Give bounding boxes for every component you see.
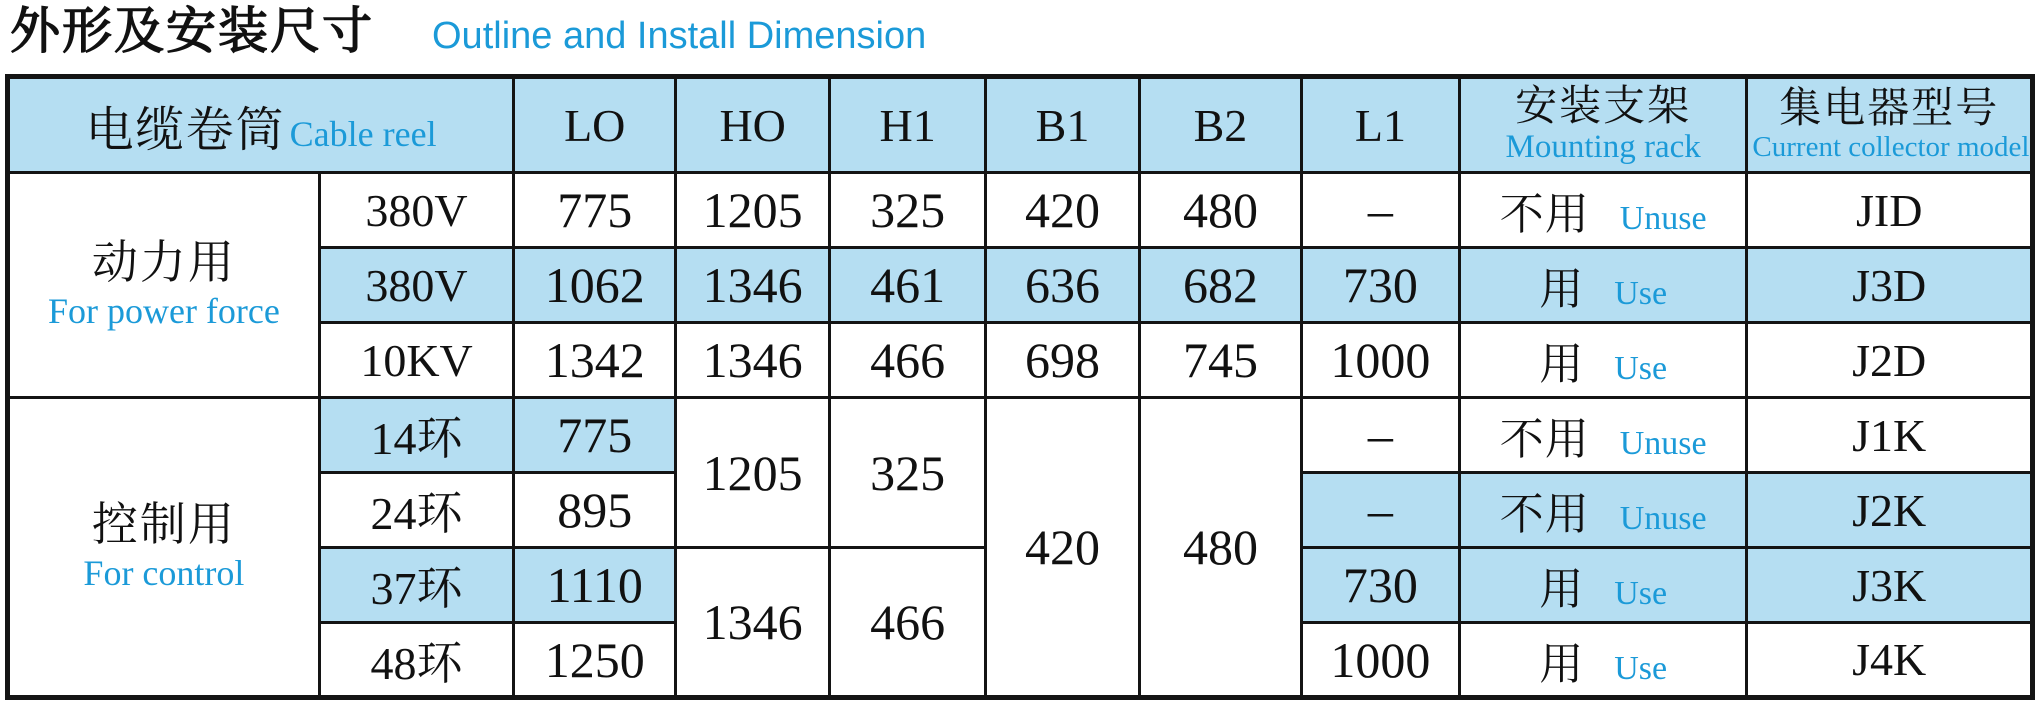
header-collector-model [1747, 77, 2033, 173]
cell-b2: 745 [1139, 323, 1301, 398]
cell-lo: 1250 [514, 623, 676, 698]
cell-h1: 461 [830, 248, 986, 323]
cell-rack-en: Unuse [1619, 200, 1707, 237]
cell-rack [1459, 548, 1747, 623]
cell-rack [1459, 473, 1747, 548]
section-label-power [8, 173, 320, 398]
header-cable-reel-en: Cable reel [289, 113, 437, 154]
cell-model: JID [1747, 173, 2033, 248]
table-row-power-1 [8, 173, 2033, 248]
cell-spec: 48环 [319, 623, 513, 698]
header-mounting-rack-zh: 安装支架 [1515, 83, 1692, 130]
page-title [10, 0, 926, 66]
header-cable-reel [8, 77, 514, 173]
header-dim-b1: B1 [986, 77, 1140, 173]
cell-rack-zh: 不用 [1499, 490, 1590, 539]
cell-rack-en: Unuse [1619, 425, 1707, 462]
cell-rack-en: Use [1614, 649, 1668, 687]
cell-model: J2D [1747, 323, 2033, 398]
cell-model: J3D [1747, 248, 2033, 323]
table-body [8, 173, 2033, 698]
cell-lo: 775 [514, 398, 676, 473]
cell-model: J2K [1747, 473, 2033, 548]
cell-h1-merged-bottom: 466 [830, 548, 986, 698]
cell-ho: 1346 [676, 248, 830, 323]
cell-spec: 14环 [319, 398, 513, 473]
cell-rack-en: Use [1614, 275, 1668, 312]
cell-spec: 10KV [319, 323, 513, 398]
cell-b1: 698 [986, 323, 1140, 398]
table-header [8, 77, 2033, 173]
cell-rack-zh: 用 [1539, 639, 1585, 689]
cell-b1: 636 [986, 248, 1140, 323]
cell-rack-en: Unuse [1619, 500, 1707, 537]
header-collector-model-zh: 集电器型号 [1779, 85, 2000, 132]
cell-rack-zh: 不用 [1499, 190, 1590, 239]
cell-rack [1459, 248, 1747, 323]
cell-rack-en: Use [1614, 575, 1668, 612]
header-dim-h1: H1 [830, 77, 986, 173]
section-label-power-zh: 动力用 [91, 237, 236, 289]
cell-rack-zh: 用 [1539, 340, 1585, 389]
cell-lo: 1342 [514, 323, 676, 398]
cell-b1-merged: 420 [986, 398, 1140, 698]
header-mounting-rack [1459, 77, 1747, 173]
cell-b2-merged: 480 [1139, 398, 1301, 698]
section-label-control-zh: 控制用 [91, 499, 236, 551]
cell-l1: 730 [1301, 548, 1459, 623]
header-dim-l1: L1 [1301, 77, 1459, 173]
section-label-control [8, 398, 320, 698]
table-row-control-1 [8, 398, 2033, 473]
page-title-en: Outline and Install Dimension [432, 15, 927, 57]
header-dim-b2: B2 [1139, 77, 1301, 173]
header-dim-ho: HO [676, 77, 830, 173]
cell-spec: 380V [319, 248, 513, 323]
cell-h1: 466 [830, 323, 986, 398]
section-label-power-en: For power force [47, 290, 280, 331]
header-mounting-rack-en: Mounting rack [1505, 128, 1701, 165]
cell-lo: 895 [514, 473, 676, 548]
cell-spec: 37环 [319, 548, 513, 623]
header-row [8, 77, 2033, 173]
cell-spec: 380V [319, 173, 513, 248]
cell-l1: 1000 [1301, 623, 1459, 698]
cell-rack-zh: 用 [1539, 565, 1585, 614]
cell-ho-merged-bottom: 1346 [676, 548, 830, 698]
cell-b2: 480 [1139, 173, 1301, 248]
cell-rack [1459, 323, 1747, 398]
cell-rack-zh: 用 [1539, 265, 1585, 314]
page-title-zh: 外形及安装尺寸 [10, 3, 374, 59]
cell-ho: 1205 [676, 173, 830, 248]
cell-model: J1K [1747, 398, 2033, 473]
cell-h1: 325 [830, 173, 986, 248]
section-label-control-en: For control [83, 552, 245, 593]
cell-l1: – [1301, 398, 1459, 473]
cell-rack-zh: 不用 [1499, 415, 1590, 464]
cell-b2: 682 [1139, 248, 1301, 323]
cell-ho-merged-top: 1205 [676, 398, 830, 548]
cell-b1: 420 [986, 173, 1140, 248]
cell-rack [1459, 173, 1747, 248]
cell-lo: 1110 [514, 548, 676, 623]
cell-lo: 775 [514, 173, 676, 248]
cell-model: J3K [1747, 548, 2033, 623]
cell-l1: 1000 [1301, 323, 1459, 398]
cell-lo: 1062 [514, 248, 676, 323]
cell-ho: 1346 [676, 323, 830, 398]
cell-h1-merged-top: 325 [830, 398, 986, 548]
cell-spec: 24环 [319, 473, 513, 548]
cell-rack-en: Use [1614, 350, 1668, 387]
header-cable-reel-zh: 电缆卷筒 [85, 103, 286, 157]
cell-l1: – [1301, 173, 1459, 248]
header-collector-model-en: Current collector model [1752, 131, 2030, 164]
cell-rack [1459, 398, 1747, 473]
cell-rack [1459, 623, 1747, 698]
header-dim-lo: LO [514, 77, 676, 173]
dimension-table [5, 74, 2035, 700]
cell-model: J4K [1747, 623, 2033, 698]
cell-l1: 730 [1301, 248, 1459, 323]
cell-l1: – [1301, 473, 1459, 548]
